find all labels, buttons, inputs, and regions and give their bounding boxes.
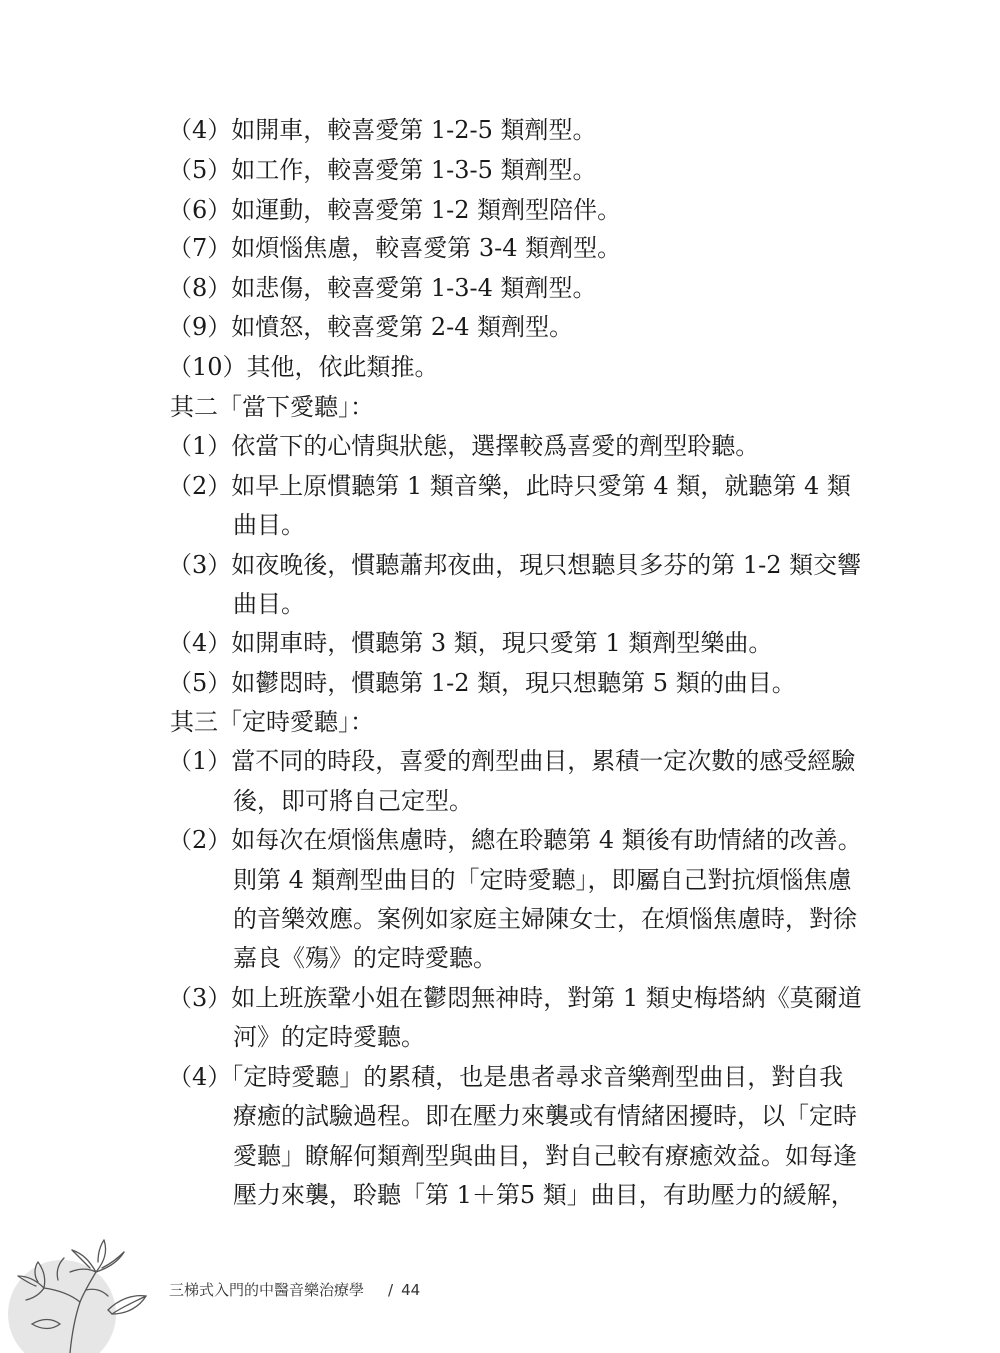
list-item-2-continuation: 曲目。 xyxy=(233,511,305,539)
footer-separator: / xyxy=(388,1281,394,1299)
list-item-3-continuation: 曲目。 xyxy=(233,590,305,618)
list-item-5: （5）如鬱悶時，慣聽第 1-2 類，現只想聽第 5 類的曲目。 xyxy=(168,669,796,697)
list-item-2: （2）如早上原慣聽第 1 類音樂，此時只愛第 4 類，就聽第 4 類 xyxy=(168,472,851,500)
section-heading-3: 其三「定時愛聽」： xyxy=(170,708,374,736)
list-item-6-exercise: （6）如運動，較喜愛第 1-2 類劑型陪伴。 xyxy=(168,196,622,224)
list-item-4-continuation: 療癒的試驗過程。即在壓力來襲或有情緒困擾時，以「定時 xyxy=(233,1102,857,1130)
list-item-1-continuation: 後，即可將自己定型。 xyxy=(233,787,473,815)
list-item-3: （3）如夜晚後，慣聽蕭邦夜曲，現只想聽貝多芬的第 1-2 類交響 xyxy=(168,551,862,579)
book-title: 三梯式入門的中醫音樂治療學 xyxy=(169,1281,365,1299)
flower-illustration-icon xyxy=(0,1232,160,1353)
list-item-8-sadness: （8）如悲傷，較喜愛第 1-3-4 類劑型。 xyxy=(168,274,597,302)
page-number: 44 xyxy=(401,1281,421,1299)
list-item-3-continuation: 河》的定時愛聽。 xyxy=(233,1023,425,1051)
list-item-10-others: （10）其他，依此類推。 xyxy=(168,353,439,381)
section-heading-2: 其二「當下愛聽」： xyxy=(170,393,374,421)
list-item-4-continuation: 壓力來襲，聆聽「第 1＋第5 類」曲目，有助壓力的緩解， xyxy=(233,1181,855,1209)
list-item-9-anger: （9）如憤怒，較喜愛第 2-4 類劑型。 xyxy=(168,313,574,341)
list-item-3: （3）如上班族鞏小姐在鬱悶無神時，對第 1 類史梅塔納《莫爾道 xyxy=(168,984,862,1012)
list-item-2-continuation: 則第 4 類劑型曲目的「定時愛聽」，即屬自己對抗煩惱焦慮 xyxy=(233,866,852,894)
list-item-2-continuation: 的音樂效應。案例如家庭主婦陳女士，在煩惱焦慮時，對徐 xyxy=(233,905,857,933)
list-item-1: （1）依當下的心情與狀態，選擇較爲喜愛的劑型聆聽。 xyxy=(168,432,760,460)
list-item-5-working: （5）如工作，較喜愛第 1-3-5 類劑型。 xyxy=(168,156,597,184)
list-item-7-anxiety: （7）如煩惱焦慮，較喜愛第 3-4 類劑型。 xyxy=(168,234,622,262)
list-item-2-continuation: 嘉良《殤》的定時愛聽。 xyxy=(233,944,497,972)
list-item-4-continuation: 愛聽」瞭解何類劑型與曲目，對自己較有療癒效益。如每逢 xyxy=(233,1142,857,1170)
list-item-4: （4）如開車時，慣聽第 3 類，現只愛第 1 類劑型樂曲。 xyxy=(168,629,773,657)
list-item-4-driving: （4）如開車，較喜愛第 1-2-5 類劑型。 xyxy=(168,116,597,144)
list-item-2: （2）如每次在煩惱焦慮時，總在聆聽第 4 類後有助情緒的改善。 xyxy=(168,826,862,854)
list-item-4: （4）「定時愛聽」的累積，也是患者尋求音樂劑型曲目，對自我 xyxy=(168,1063,844,1091)
list-item-1: （1）當不同的時段，喜愛的劑型曲目，累積一定次數的感受經驗 xyxy=(168,747,856,775)
page-footer xyxy=(169,1279,420,1300)
